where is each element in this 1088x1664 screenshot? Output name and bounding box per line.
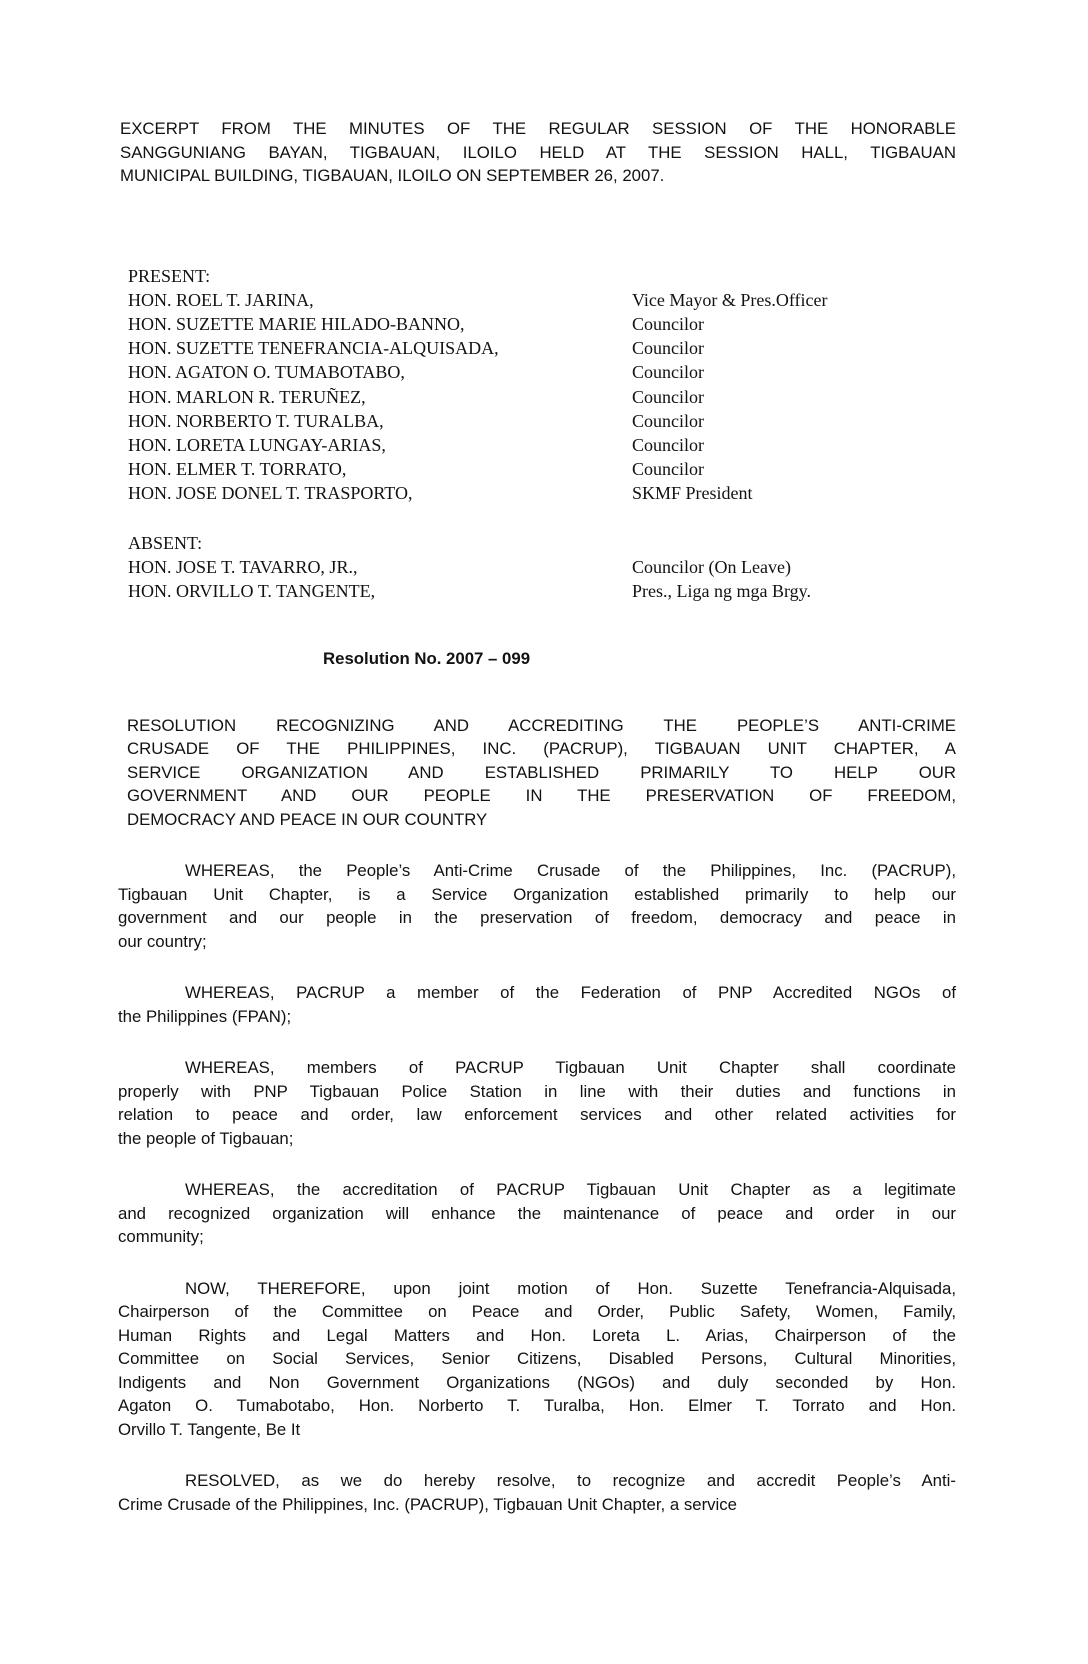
text-line: DEMOCRACY AND PEACE IN OUR COUNTRY [127, 809, 488, 829]
attendance-row [128, 579, 1088, 603]
text-line: government and our people in the preservation of freedom, democracy and peace in [118, 908, 956, 928]
member-title: Councilor [632, 410, 704, 431]
member-name: HON. MARLON R. TERUÑEZ, [128, 386, 366, 407]
member-name: HON. SUZETTE TENEFRANCIA-ALQUISADA, [128, 338, 499, 359]
present-list [128, 288, 1088, 506]
text-line: GOVERNMENT AND OUR PEOPLE IN THE PRESERVATION OF FREEDOM, [127, 786, 956, 806]
member-title: SKMF President [632, 483, 753, 504]
text-line: Committee on Social Services, Senior Citizens, Disabled Persons, Cultural Minorities, [118, 1349, 956, 1369]
attendance-row [128, 555, 1088, 579]
attendance-row [128, 481, 1088, 505]
text-line: our country; [118, 931, 207, 951]
member-name: HON. JOSE T. TAVARRO, JR., [128, 556, 358, 577]
member-title: Councilor [632, 459, 704, 480]
member-name: HON. ROEL T. JARINA, [128, 289, 314, 310]
member-name: HON. JOSE DONEL T. TRASPORTO, [128, 483, 413, 504]
member-title: Vice Mayor & Pres.Officer [632, 289, 828, 310]
paragraph-whereas-3 [118, 1056, 956, 1150]
member-name: HON. LORETA LUNGAY-ARIAS, [128, 434, 386, 455]
text-line: Indigents and Non Government Organizations (NGOs) and duly seconded by Hon. [118, 1372, 956, 1392]
paragraph-whereas-1 [118, 859, 956, 953]
attendance-row [128, 385, 1088, 409]
resolution-number-heading: Resolution No. 2007 – 099 [323, 649, 531, 669]
attendance-row [128, 288, 1088, 312]
absent-list [128, 555, 1088, 603]
text-line: EXCERPT FROM THE MINUTES OF THE REGULAR SESSION OF THE HONORABLE [120, 119, 956, 138]
absent-label: ABSENT: [128, 532, 203, 553]
text-line: RESOLUTION RECOGNIZING AND ACCREDITING THE PEOPLE’S ANTI-CRIME [127, 715, 956, 735]
text-line: SANGGUNIANG BAYAN, TIGBAUAN, ILOILO HELD AT THE SESSION HALL, TIGBAUAN [120, 142, 956, 162]
member-name: HON. ELMER T. TORRATO, [128, 459, 347, 480]
attendance-row [128, 433, 1088, 457]
text-line: RESOLVED, as we do hereby resolve, to recognize and accredit People’s Anti- [185, 1471, 956, 1491]
member-title: Councilor [632, 313, 704, 334]
member-name: HON. ORVILLO T. TANGENTE, [128, 580, 376, 601]
absent-section [128, 531, 1088, 604]
present-label: PRESENT: [128, 265, 211, 286]
text-line: MUNICIPAL BUILDING, TIGBAUAN, ILOILO ON SEPTEMBER 26, 2007. [120, 166, 665, 185]
member-name: HON. NORBERTO T. TURALBA, [128, 410, 384, 431]
text-line: Orvillo T. Tangente, Be It [118, 1419, 301, 1439]
text-line: and recognized organization will enhance the maintenance of peace and order in our [118, 1203, 956, 1223]
text-line: WHEREAS, the People’s Anti-Crime Crusade of the Philippines, Inc. (PACRUP), [185, 861, 956, 881]
paragraph-now-therefore [118, 1277, 956, 1442]
text-line: Agaton O. Tumabotabo, Hon. Norberto T. Turalba, Hon. Elmer T. Torrato and Hon. [118, 1396, 956, 1416]
document-header [120, 117, 956, 188]
text-line: the Philippines (FPAN); [118, 1006, 292, 1026]
text-line: CRUSADE OF THE PHILIPPINES, INC. (PACRUP), TIGBAUAN UNIT CHAPTER, A [127, 739, 956, 759]
resolution-title [127, 714, 956, 832]
paragraph-whereas-2 [118, 981, 956, 1028]
text-line: Crime Crusade of the Philippines, Inc. (PACRUP), Tigbauan Unit Chapter, a service [118, 1494, 738, 1514]
text-line: the people of Tigbauan; [118, 1128, 294, 1148]
member-title: Councilor [632, 386, 704, 407]
paragraph-resolved [118, 1469, 956, 1516]
text-line: Tigbauan Unit Chapter, is a Service Organization established primarily to help our [118, 884, 956, 904]
attendance-row [128, 360, 1088, 384]
member-title: Councilor (On Leave) [632, 556, 791, 577]
member-title: Councilor [632, 338, 704, 359]
text-line: Human Rights and Legal Matters and Hon. Loreta L. Arias, Chairperson of the [118, 1325, 956, 1345]
text-line: properly with PNP Tigbauan Police Station in line with their duties and functions in [118, 1081, 956, 1101]
paragraph-whereas-4 [118, 1178, 956, 1249]
member-title: Pres., Liga ng mga Brgy. [632, 580, 811, 601]
present-section [128, 264, 1088, 506]
member-name: HON. SUZETTE MARIE HILADO-BANNO, [128, 313, 465, 334]
attendance-row [128, 409, 1088, 433]
text-line: community; [118, 1227, 204, 1247]
member-name: HON. AGATON O. TUMABOTABO, [128, 362, 405, 383]
member-title: Councilor [632, 434, 704, 455]
attendance-row [128, 336, 1088, 360]
text-line: WHEREAS, PACRUP a member of the Federation of PNP Accredited NGOs of [185, 983, 956, 1003]
attendance-row [128, 312, 1088, 336]
text-line: relation to peace and order, law enforcement services and other related activities for [118, 1105, 956, 1125]
attendance-row [128, 457, 1088, 481]
text-line: NOW, THEREFORE, upon joint motion of Hon. Suzette Tenefrancia-Alquisada, [185, 1278, 956, 1298]
text-line: SERVICE ORGANIZATION AND ESTABLISHED PRIMARILY TO HELP OUR [127, 762, 956, 782]
text-line: Chairperson of the Committee on Peace and Order, Public Safety, Women, Family, [118, 1302, 956, 1322]
text-line: WHEREAS, the accreditation of PACRUP Tigbauan Unit Chapter as a legitimate [185, 1180, 956, 1200]
text-line: WHEREAS, members of PACRUP Tigbauan Unit Chapter shall coordinate [185, 1058, 956, 1078]
member-title: Councilor [632, 362, 704, 383]
